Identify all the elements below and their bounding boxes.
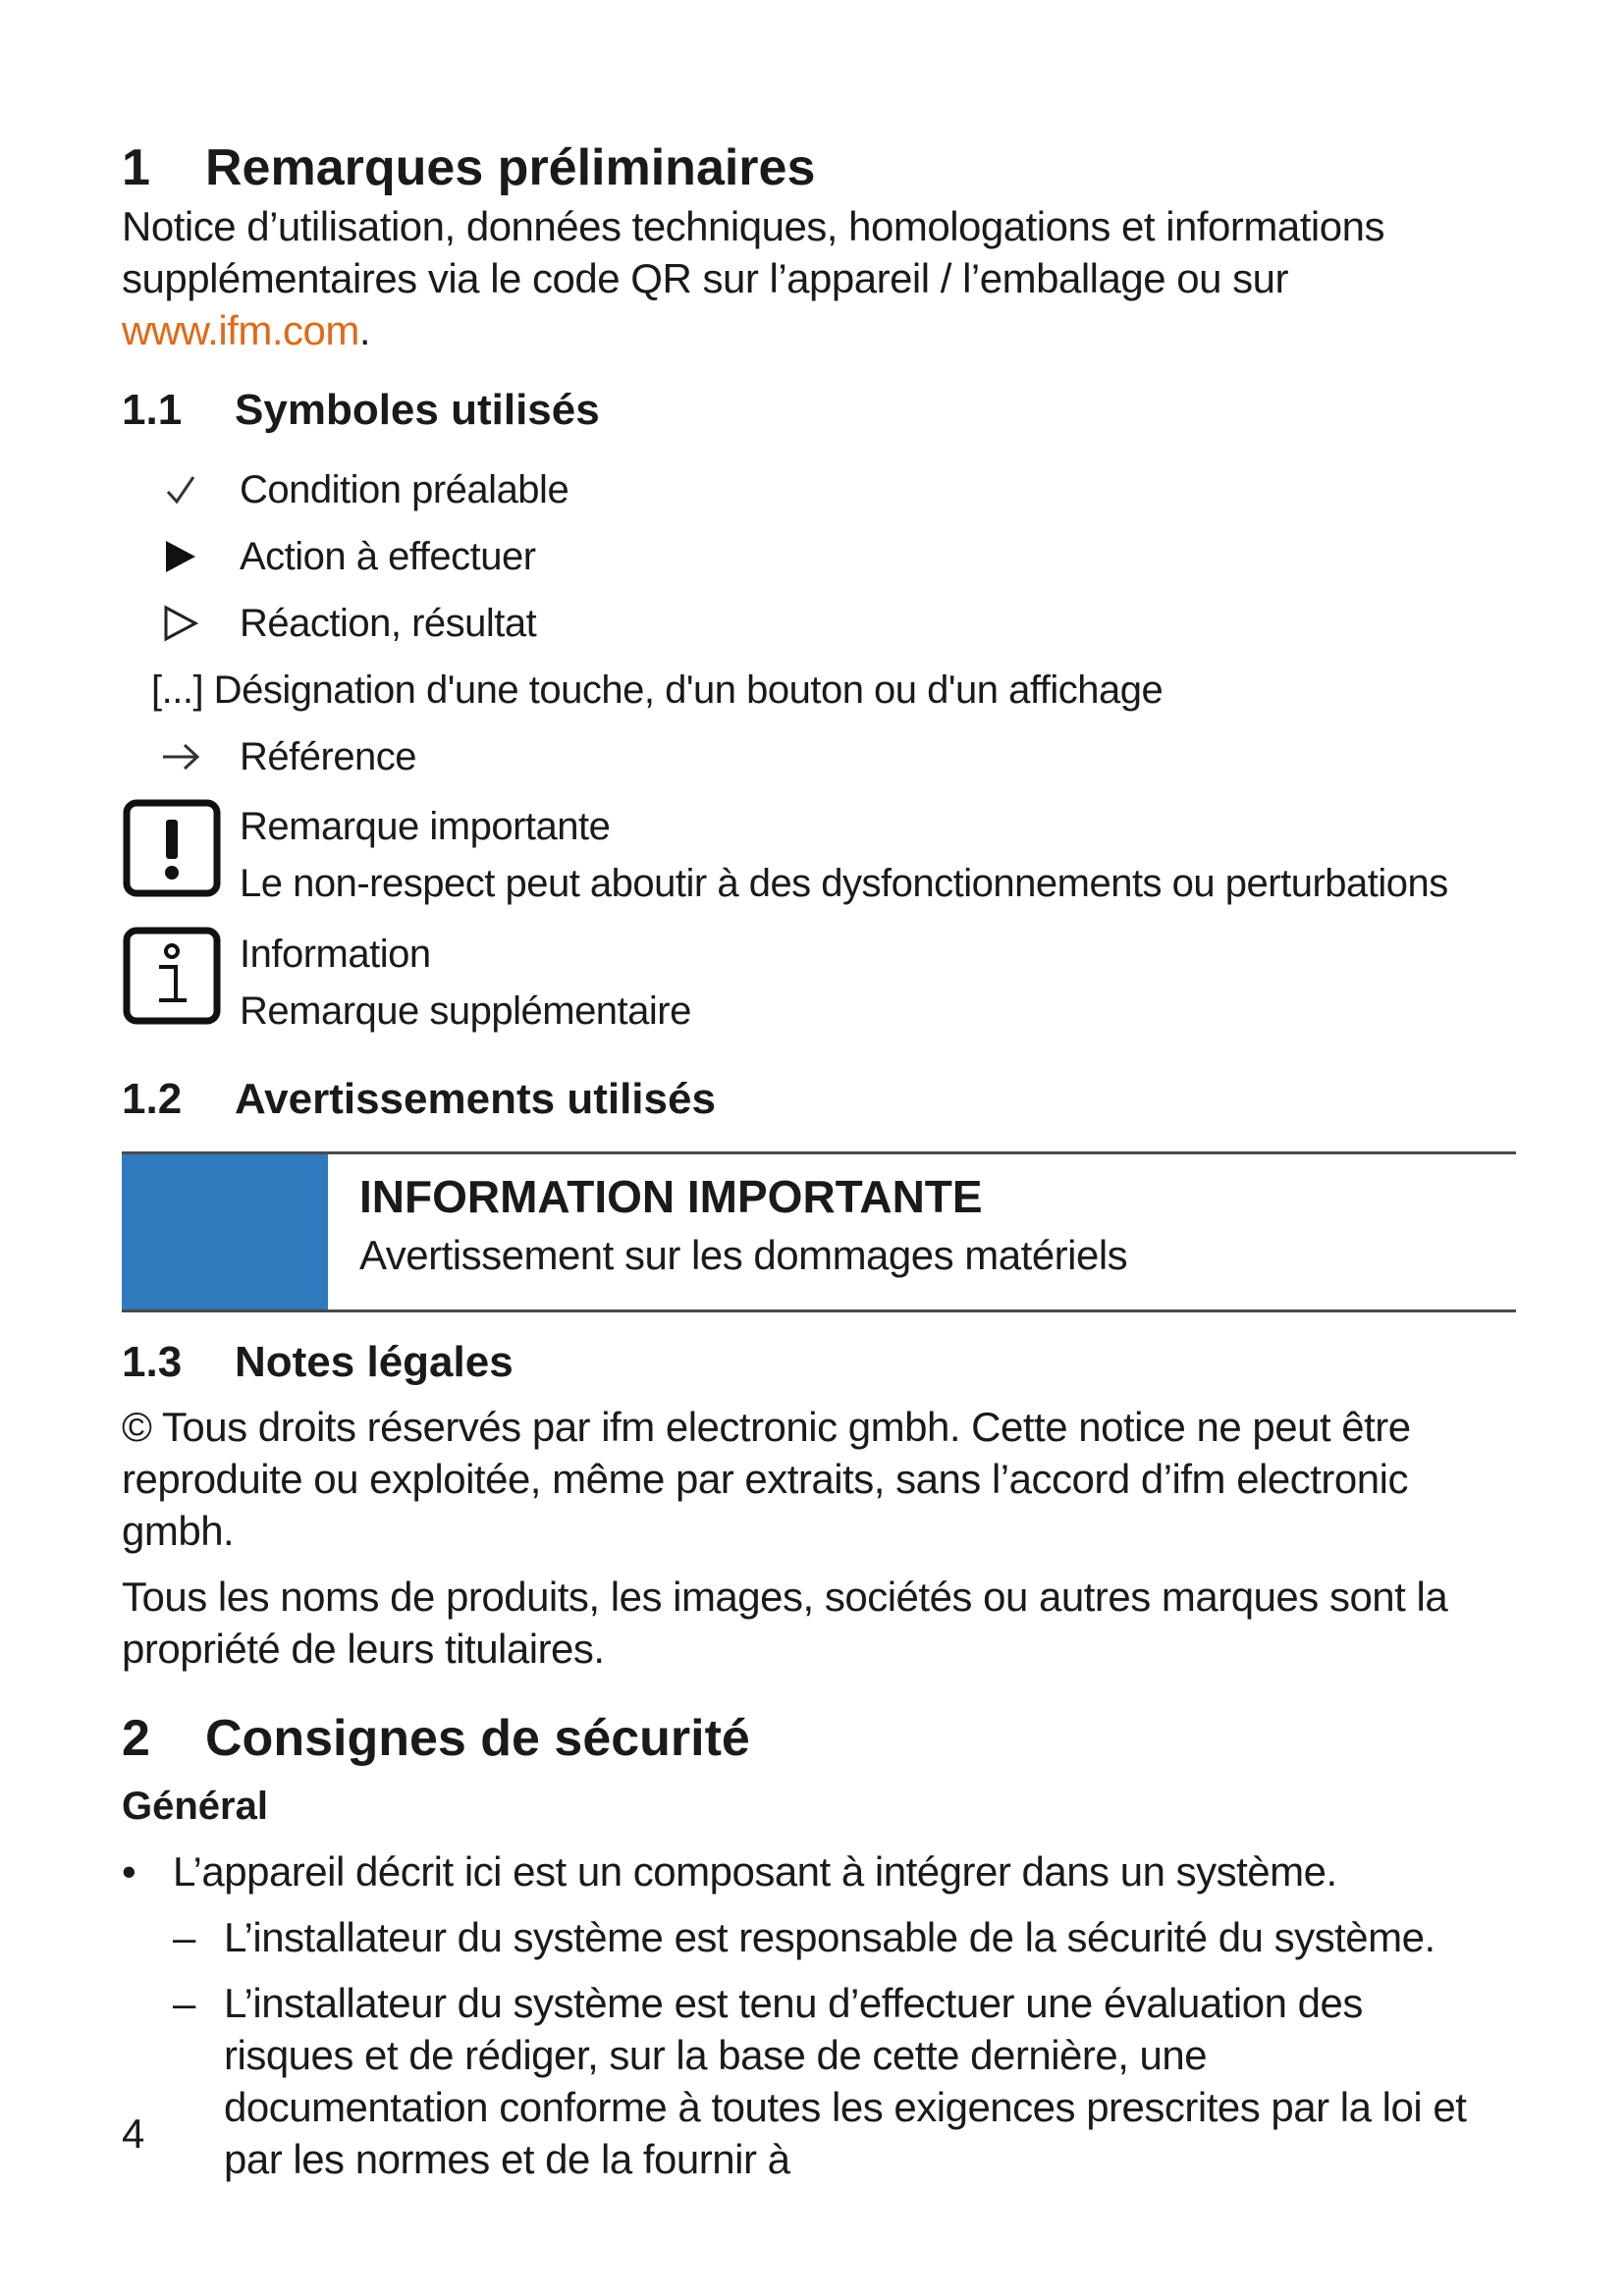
symbol-label: Action à effectuer: [240, 534, 536, 578]
dash-text: L’installateur du système est tenu d’effectuer une évaluation des risques et de rédiger, sur la base de cette dernière, une documentation conforme à toutes les exigences prescrites par la loi et par les normes et de la fournir à: [224, 1980, 1467, 2182]
section-number: 1.1: [122, 386, 183, 434]
section-number: 2: [122, 1710, 150, 1767]
warning-box: [122, 1151, 1516, 1312]
section-1-heading: [122, 137, 1516, 198]
legal-paragraph-1: © Tous droits réservés par ifm electronic gmbh. Cette notice ne peut être reproduite ou exploitée, même par extraits, sans l’accord d’ifm electronic gmbh.: [122, 1404, 1411, 1554]
info-desc: Remarque supplémentaire: [240, 989, 691, 1033]
important-note-row: [122, 798, 1516, 912]
outline-triangle-icon: [122, 605, 240, 642]
symbol-label: Référence: [240, 734, 417, 778]
general-subheading: Général: [122, 1785, 268, 1828]
dash-text: L’installateur du système est responsable de la sécurité du système.: [224, 1914, 1435, 1960]
section-1-3-heading: [122, 1336, 1516, 1389]
page-content: [122, 137, 1516, 2185]
exclamation-box-icon: [122, 798, 240, 898]
warning-color-bar: [122, 1154, 328, 1309]
section-number: 1.3: [122, 1338, 183, 1386]
page-number: 4: [122, 2110, 145, 2157]
section-title: Avertissements utilisés: [235, 1075, 716, 1123]
warning-title: INFORMATION IMPORTANTE: [359, 1171, 983, 1222]
dash-item: [122, 1911, 1516, 1963]
symbol-row: [122, 590, 1516, 657]
important-desc: Le non-respect peut aboutir à des dysfonctionnements ou perturbations: [240, 862, 1448, 905]
section-title: Consignes de sécurité: [205, 1710, 750, 1767]
warning-description: Avertissement sur les dommages matériels: [359, 1232, 1128, 1278]
symbol-row: [122, 523, 1516, 590]
intro-text: Notice d’utilisation, données techniques, homologations et informations supplémentaires via le code QR sur l’appareil / l’emballage ou sur: [122, 203, 1384, 301]
section-1-2-heading: [122, 1073, 1516, 1126]
section-title: Remarques préliminaires: [205, 139, 816, 196]
website-link[interactable]: www.ifm.com: [122, 307, 359, 353]
info-box-icon: [122, 926, 240, 1026]
symbol-label: [...] Désignation d'une touche, d'un bouton ou d'un affichage: [151, 667, 1164, 712]
symbol-row: [122, 657, 1516, 723]
symbol-row: [122, 456, 1516, 523]
important-title: Remarque importante: [240, 805, 611, 848]
bullet-icon: •: [122, 1848, 136, 1895]
info-note-row: [122, 926, 1516, 1040]
symbol-label: Condition préalable: [240, 467, 569, 511]
section-number: 1.2: [122, 1075, 183, 1123]
section-title: Notes légales: [235, 1338, 514, 1386]
intro-end: .: [358, 307, 371, 353]
filled-triangle-icon: [122, 539, 240, 574]
section-number: 1: [122, 139, 150, 196]
symbol-label: Réaction, résultat: [240, 601, 537, 645]
dash-item: [122, 1977, 1516, 2185]
dash-icon: –: [173, 1914, 195, 1960]
section-1-1-heading: [122, 384, 1516, 437]
section-title: Symboles utilisés: [235, 386, 600, 434]
dash-icon: –: [173, 1980, 195, 2026]
section-2-heading: [122, 1708, 1516, 1769]
bullet-item: [122, 1845, 1516, 1897]
info-title: Information: [240, 933, 431, 976]
legal-paragraph-2: Tous les noms de produits, les images, sociétés ou autres marques sont la propriété de leurs titulaires.: [122, 1574, 1448, 1672]
intro-paragraph: [122, 200, 1516, 356]
checkmark-icon: [122, 473, 240, 507]
symbol-row: [122, 723, 1516, 790]
bullet-text: L’appareil décrit ici est un composant à intégrer dans un système.: [173, 1848, 1337, 1895]
arrow-right-icon: [122, 742, 240, 772]
symbols-list: [122, 456, 1516, 1040]
